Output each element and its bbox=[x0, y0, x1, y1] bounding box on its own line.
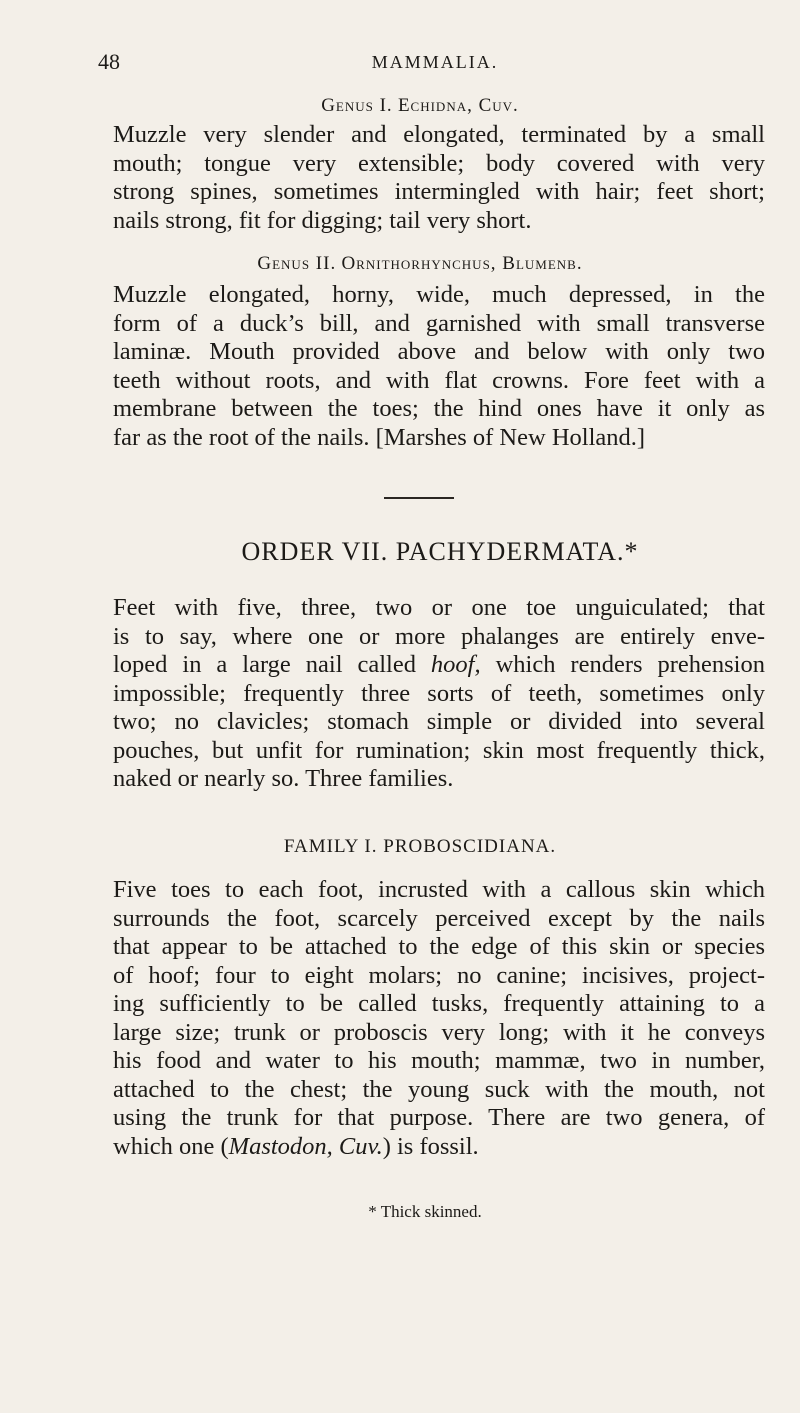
text-fragment: which renders prehension bbox=[495, 651, 765, 678]
running-title: MAMMALIA. bbox=[371, 52, 499, 72]
text-line: his food and water to his mouth; mammæ, two in number, bbox=[113, 1047, 765, 1074]
text-line: Muzzle elongated, horny, wide, much depressed, in the bbox=[113, 281, 765, 308]
paragraph-ornithorhynchus bbox=[113, 281, 765, 452]
page-number: 48 bbox=[98, 49, 120, 74]
text-line: surrounds the foot, scarcely perceived except by the nails bbox=[113, 904, 765, 932]
paragraph-proboscidiana bbox=[113, 876, 765, 1161]
text-line: is to say, where one or more phalanges are entirely enve- bbox=[113, 622, 765, 650]
text-line: Feet with five, three, two or one toe unguiculated; that bbox=[113, 594, 765, 621]
text-line: of hoof; four to eight molars; no canine; incisives, project- bbox=[113, 961, 765, 989]
genus-heading-prefix: Genus I. bbox=[321, 95, 393, 116]
genus-heading-ornithorhynchus bbox=[0, 253, 800, 275]
text-line-hoof bbox=[113, 651, 765, 680]
italic-term-mastodon: Mastodon, Cuv. bbox=[228, 1132, 383, 1160]
genus-heading-prefix: Genus II. bbox=[257, 253, 337, 274]
text-line: membrane between the toes; the hind ones have it only as bbox=[113, 395, 765, 422]
family-title: FAMILY I. PROBOSCIDIANA. bbox=[283, 836, 557, 857]
section-divider-rule bbox=[384, 497, 454, 499]
text-line: strong spines, sometimes intermingled with hair; feet short; bbox=[113, 178, 765, 205]
text-line: Muzzle very slender and elongated, terminated by a small bbox=[113, 121, 765, 148]
genus-heading-echidna bbox=[0, 95, 800, 117]
text-line: impossible; frequently three sorts of teeth, sometimes only bbox=[113, 679, 765, 707]
text-line: two; no clavicles; stomach simple or divided into several bbox=[113, 708, 765, 735]
paragraph-pachydermata bbox=[113, 594, 765, 794]
text-fragment: ) is fossil. bbox=[382, 1132, 479, 1160]
text-line: teeth without roots, and with flat crowns. Fore feet with a bbox=[113, 366, 765, 394]
italic-term-hoof: hoof, bbox=[430, 651, 481, 678]
text-line: that appear to be attached to the edge of this skin or species bbox=[113, 933, 765, 960]
text-fragment: loped in a large nail called bbox=[113, 651, 416, 678]
genus-heading-name: Echidna, Cuv. bbox=[397, 95, 519, 116]
text-line: laminæ. Mouth provided above and below with only two bbox=[113, 338, 765, 365]
text-line: naked or nearly so. Three families. bbox=[113, 765, 454, 792]
footnote: * Thick skinned. bbox=[368, 1202, 482, 1221]
text-fragment: which one ( bbox=[113, 1132, 229, 1160]
text-line: far as the root of the nails. [Marshes of New Holland.] bbox=[113, 423, 646, 451]
text-line: attached to the chest; the young suck with the mouth, not bbox=[113, 1075, 765, 1103]
text-line-mastodon bbox=[113, 1133, 765, 1162]
text-line: Five toes to each foot, incrusted with a callous skin which bbox=[113, 876, 765, 903]
text-line: form of a duck’s bill, and garnished with small transverse bbox=[113, 309, 765, 337]
text-line: mouth; tongue very extensible; body covered with very bbox=[113, 149, 765, 177]
text-line: nails strong, fit for digging; tail very short. bbox=[113, 206, 532, 234]
text-line: using the trunk for that purpose. There are two genera, of bbox=[113, 1104, 765, 1131]
order-title: ORDER VII. PACHYDERMATA.* bbox=[241, 537, 639, 566]
text-line: ing sufficiently to be called tusks, frequently attaining to a bbox=[113, 990, 765, 1017]
text-line: large size; trunk or proboscis very long; with it he conveys bbox=[113, 1018, 765, 1046]
genus-heading-name: Ornithorhynchus, Blumenb. bbox=[341, 253, 583, 274]
paragraph-echidna bbox=[113, 121, 765, 235]
text-line: pouches, but unfit for rumination; skin most frequently thick, bbox=[113, 736, 765, 764]
